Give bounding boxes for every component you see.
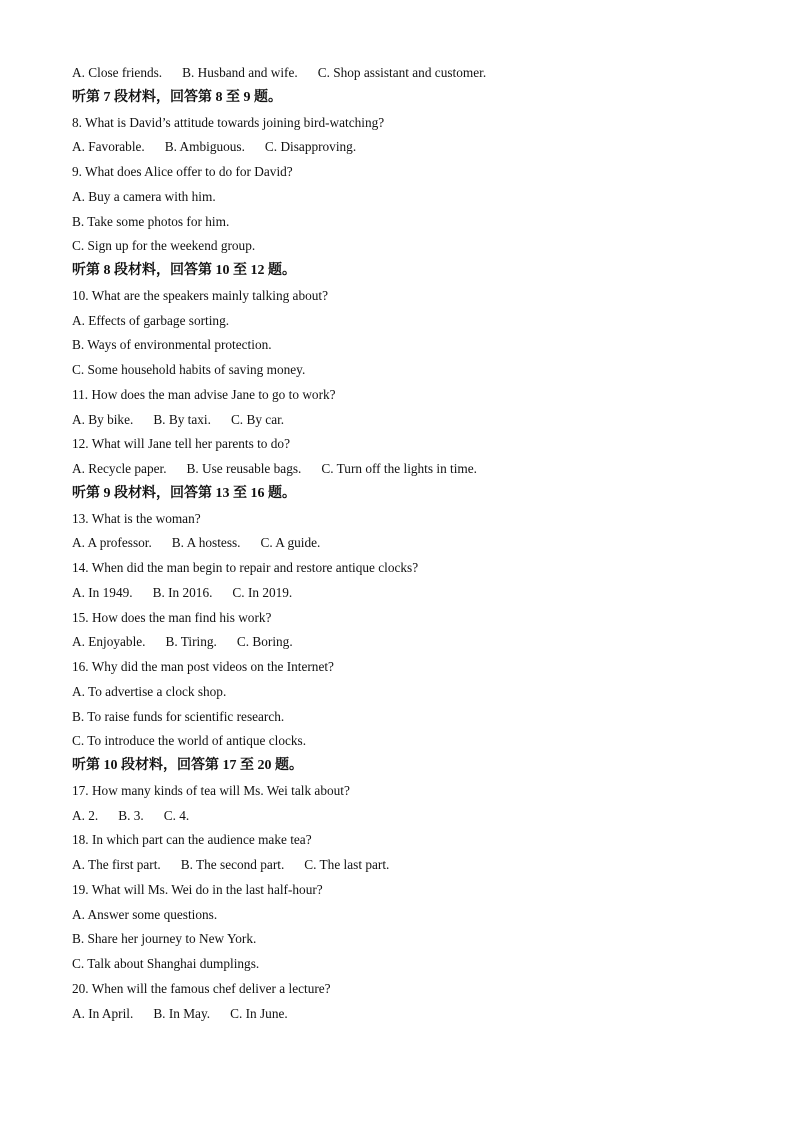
options-row bbox=[72, 805, 189, 827]
options-row bbox=[72, 532, 320, 554]
question-text: 13. What is the woman? bbox=[72, 510, 201, 526]
answer-option: C. Sign up for the weekend group. bbox=[72, 238, 256, 254]
answer-option: A. Close friends. bbox=[72, 65, 163, 80]
answer-option: C. Shop assistant and customer. bbox=[317, 65, 487, 80]
question-text: 9. What does Alice offer to do for David? bbox=[72, 164, 293, 179]
answer-option: A. By bike. bbox=[72, 411, 134, 427]
answer-option: B. Share her journey to New York. bbox=[72, 931, 257, 947]
answer-option: C. By car. bbox=[230, 411, 285, 427]
answer-option: A. Favorable. bbox=[72, 139, 145, 155]
options-row bbox=[72, 62, 486, 84]
answer-option: B. Ambiguous. bbox=[164, 139, 245, 155]
answer-option: C. Turn off the lights in time. bbox=[321, 461, 478, 476]
answer-option: B. The second part. bbox=[180, 857, 285, 872]
answer-option: C. To introduce the world of antique clocks. bbox=[72, 733, 307, 749]
options-row bbox=[72, 409, 284, 431]
answer-option: B. Husband and wife. bbox=[182, 65, 298, 80]
answer-option: B. To raise funds for scientific research. bbox=[72, 708, 285, 724]
answer-option: C. 4. bbox=[163, 807, 190, 823]
answer-option: A. Recycle paper. bbox=[72, 461, 167, 476]
answer-option: B. Ways of environmental protection. bbox=[72, 337, 272, 353]
answer-option: C. Disapproving. bbox=[264, 139, 357, 155]
answer-option: C. The last part. bbox=[304, 857, 390, 872]
question-text: 15. How does the man find his work? bbox=[72, 609, 272, 625]
section-heading: 听第 7 段材料，回答第 8 至 9 题。 bbox=[72, 89, 282, 105]
options-row bbox=[72, 458, 477, 480]
answer-option: C. In June. bbox=[230, 1005, 288, 1021]
answer-option: A. In 1949. bbox=[72, 584, 133, 600]
question-text: 14. When did the man begin to repair and restore antique clocks? bbox=[72, 560, 419, 575]
answer-option: C. Some household habits of saving money. bbox=[72, 362, 306, 377]
options-row bbox=[72, 582, 292, 604]
options-row bbox=[72, 631, 293, 653]
answer-option: A. To advertise a clock shop. bbox=[72, 683, 227, 699]
answer-option: C. Boring. bbox=[236, 634, 293, 650]
answer-option: C. Talk about Shanghai dumplings. bbox=[72, 956, 260, 971]
answer-option: A. Enjoyable. bbox=[72, 634, 146, 650]
question-text: 19. What will Ms. Wei do in the last half-hour? bbox=[72, 881, 323, 897]
answer-option: C. In 2019. bbox=[232, 584, 293, 600]
answer-option: C. A guide. bbox=[260, 535, 321, 551]
question-text: 11. How does the man advise Jane to go to work? bbox=[72, 386, 336, 402]
answer-option: B. In 2016. bbox=[152, 584, 213, 600]
answer-option: A. In April. bbox=[72, 1005, 134, 1021]
question-text: 20. When will the famous chef deliver a lecture? bbox=[72, 980, 331, 996]
answer-option: B. Take some photos for him. bbox=[72, 213, 230, 229]
answer-option: A. Effects of garbage sorting. bbox=[72, 312, 230, 328]
answer-option: B. By taxi. bbox=[153, 411, 211, 427]
answer-option: B. A hostess. bbox=[171, 535, 241, 551]
answer-option: A. A professor. bbox=[72, 535, 152, 551]
options-row bbox=[72, 136, 356, 158]
question-text: 18. In which part can the audience make tea? bbox=[72, 832, 312, 848]
answer-option: A. The first part. bbox=[72, 857, 161, 872]
section-heading: 听第 8 段材料，回答第 10 至 12 题。 bbox=[72, 263, 296, 278]
options-row bbox=[72, 1003, 288, 1025]
answer-option: A. 2. bbox=[72, 807, 99, 823]
answer-option: A. Buy a camera with him. bbox=[72, 188, 216, 204]
question-text: 8. What is David’s attitude towards joining bird-watching? bbox=[72, 114, 385, 130]
answer-option: A. Answer some questions. bbox=[72, 906, 218, 922]
options-row bbox=[72, 854, 389, 876]
answer-option: B. In May. bbox=[153, 1005, 211, 1021]
question-text: 10. What are the speakers mainly talking about? bbox=[72, 287, 329, 303]
section-heading: 听第 10 段材料，回答第 17 至 20 题。 bbox=[72, 758, 303, 773]
question-text: 17. How many kinds of tea will Ms. Wei talk about? bbox=[72, 782, 350, 798]
answer-option: B. 3. bbox=[118, 807, 144, 823]
answer-option: B. Tiring. bbox=[165, 634, 217, 650]
section-heading: 听第 9 段材料，回答第 13 至 16 题。 bbox=[72, 485, 296, 501]
answer-option: B. Use reusable bags. bbox=[186, 461, 302, 476]
question-text: 12. What will Jane tell her parents to do? bbox=[72, 436, 290, 452]
question-text: 16. Why did the man post videos on the Internet? bbox=[72, 659, 334, 674]
